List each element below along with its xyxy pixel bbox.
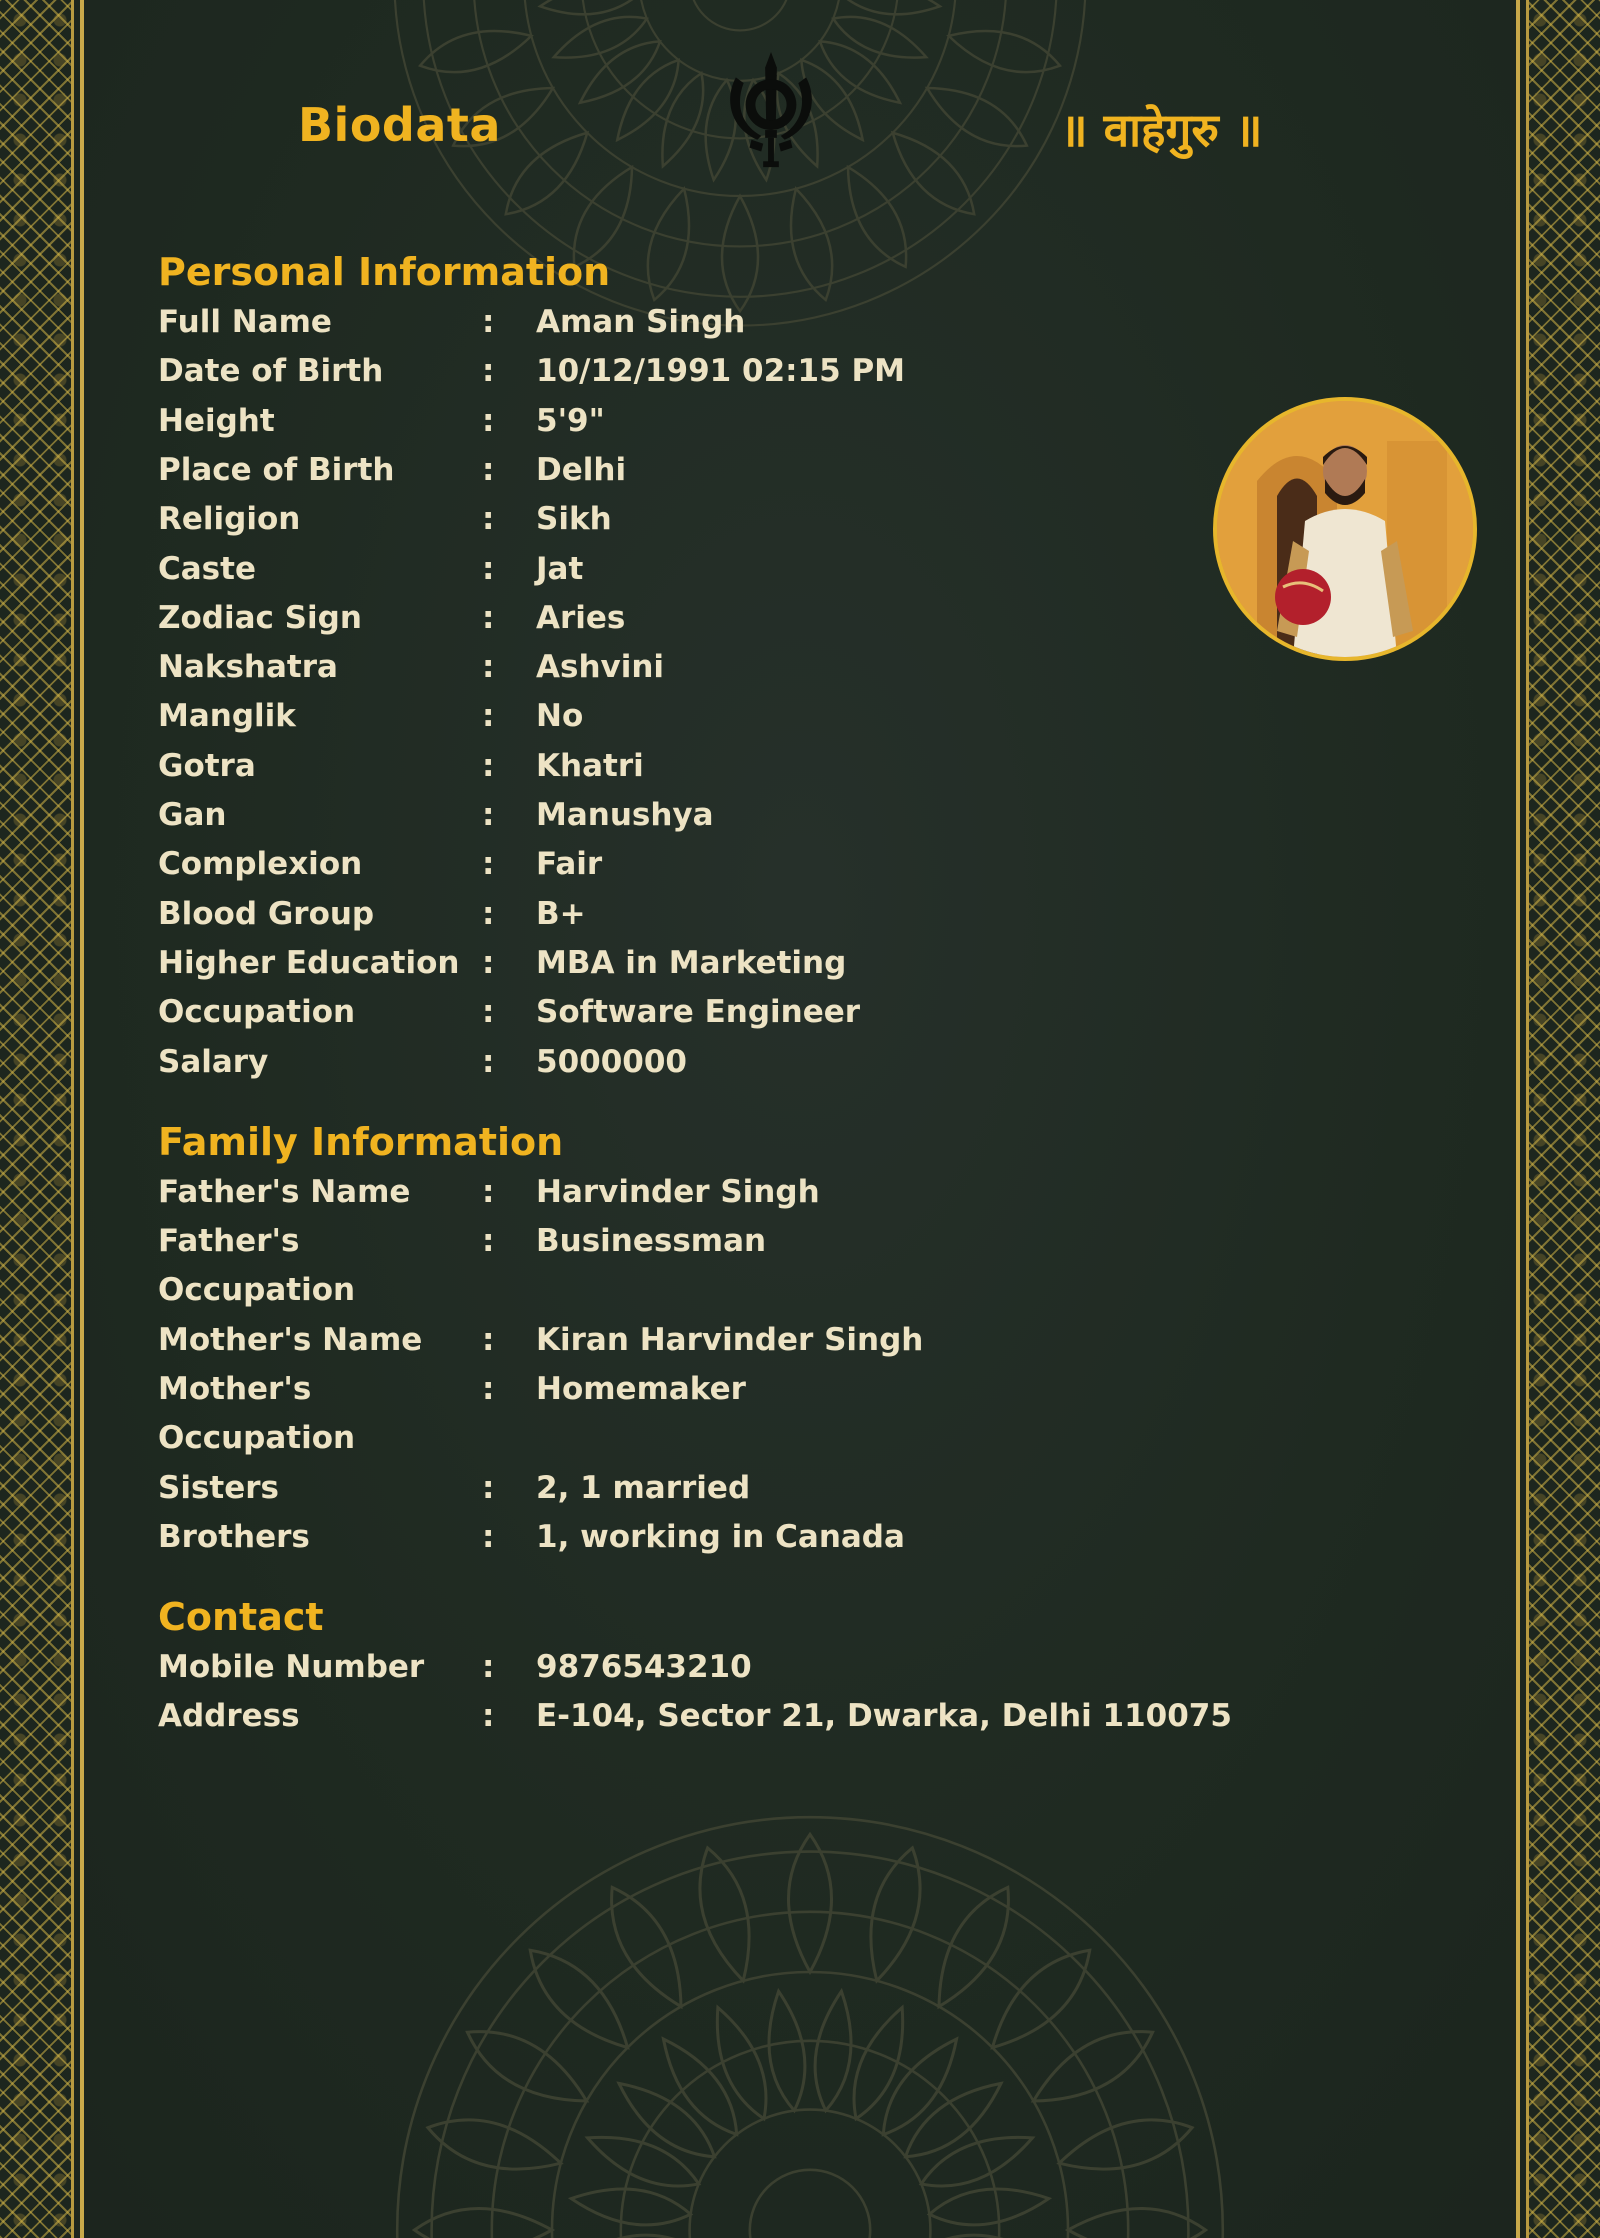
personal-label: Nakshatra — [158, 649, 338, 686]
personal-value: Manushya — [536, 797, 714, 833]
waheguru-text: ॥ वाहेगुरु ॥ — [1060, 103, 1263, 157]
colon-separator: : — [482, 1698, 495, 1735]
personal-label: Manglik — [158, 698, 296, 735]
colon-separator: : — [482, 501, 495, 538]
personal-value: 10/12/1991 02:15 PM — [536, 353, 906, 390]
colon-separator: : — [482, 1371, 495, 1408]
personal-label: Religion — [158, 501, 301, 538]
personal-label: Height — [158, 402, 275, 439]
colon-separator: : — [482, 944, 495, 981]
personal-value: MBA in Marketing — [536, 944, 847, 981]
colon-separator: : — [482, 1321, 495, 1358]
family-value: Harvinder Singh — [536, 1174, 820, 1210]
personal-label: Zodiac Sign — [158, 599, 362, 636]
family-label: Sisters — [158, 1469, 279, 1506]
mandala-decoration-bottom — [380, 1800, 1240, 2238]
family-label: Father's — [158, 1223, 300, 1260]
contact-label: Address — [158, 1698, 300, 1735]
personal-value: 5000000 — [536, 1043, 687, 1080]
ornamental-border-left — [0, 0, 84, 2238]
personal-label: Blood Group — [158, 895, 375, 932]
contact-heading: Contact — [158, 1595, 324, 1639]
family-label: Father's Name — [158, 1174, 411, 1210]
personal-label: Salary — [158, 1043, 269, 1080]
family-label: Mother's Name — [158, 1321, 423, 1358]
person-illustration — [1217, 401, 1473, 657]
personal-label: Gotra — [158, 747, 256, 784]
colon-separator: : — [482, 846, 495, 883]
personal-value: Ashvini — [536, 649, 665, 686]
personal-value: Aman Singh — [536, 304, 746, 340]
colon-separator: : — [482, 747, 495, 784]
colon-separator: : — [482, 1519, 495, 1556]
personal-value: Fair — [536, 846, 603, 883]
personal-label: Place of Birth — [158, 451, 395, 488]
personal-value: Delhi — [536, 451, 627, 488]
family-label-continued: Occupation — [158, 1420, 356, 1457]
contact-value: 9876543210 — [536, 1649, 752, 1685]
personal-label: Date of Birth — [158, 353, 384, 390]
family-label-continued: Occupation — [158, 1272, 356, 1309]
colon-separator: : — [482, 550, 495, 587]
personal-label: Gan — [158, 797, 227, 833]
colon-separator: : — [482, 1223, 495, 1260]
colon-separator: : — [482, 797, 495, 833]
colon-separator: : — [482, 402, 495, 439]
family-label: Mother's — [158, 1371, 312, 1408]
personal-value: 5'9" — [536, 402, 605, 439]
colon-separator: : — [482, 698, 495, 735]
colon-separator: : — [482, 1649, 495, 1685]
colon-separator: : — [482, 1043, 495, 1080]
family-value: 2, 1 married — [536, 1469, 751, 1506]
colon-separator: : — [482, 994, 495, 1031]
contact-label: Mobile Number — [158, 1649, 425, 1685]
personal-value: Aries — [536, 599, 626, 636]
colon-separator: : — [482, 649, 495, 686]
personal-label: Complexion — [158, 846, 363, 883]
personal-value: B+ — [536, 895, 586, 932]
colon-separator: : — [482, 353, 495, 390]
personal-label: Full Name — [158, 304, 332, 340]
personal-value: No — [536, 698, 584, 735]
family-value: Businessman — [536, 1223, 767, 1260]
family-value: 1, working in Canada — [536, 1519, 905, 1556]
personal-label: Occupation — [158, 994, 356, 1031]
family-info-heading: Family Information — [158, 1120, 564, 1164]
family-value: Homemaker — [536, 1371, 746, 1408]
personal-value: Sikh — [536, 501, 612, 538]
colon-separator: : — [482, 304, 495, 340]
colon-separator: : — [482, 599, 495, 636]
khanda-icon — [722, 50, 820, 172]
colon-separator: : — [482, 895, 495, 932]
contact-value: E-104, Sector 21, Dwarka, Delhi 110075 — [536, 1698, 1232, 1735]
family-value: Kiran Harvinder Singh — [536, 1321, 924, 1358]
personal-value: Jat — [536, 550, 584, 587]
colon-separator: : — [482, 1174, 495, 1210]
personal-value: Khatri — [536, 747, 644, 784]
ornamental-border-right — [1516, 0, 1600, 2238]
family-label: Brothers — [158, 1519, 310, 1556]
profile-photo — [1213, 397, 1477, 661]
personal-info-heading: Personal Information — [158, 250, 611, 294]
personal-label: Higher Education — [158, 944, 460, 981]
colon-separator: : — [482, 1469, 495, 1506]
personal-value: Software Engineer — [536, 994, 861, 1031]
personal-label: Caste — [158, 550, 256, 587]
biodata-title: Biodata — [298, 98, 501, 152]
colon-separator: : — [482, 451, 495, 488]
